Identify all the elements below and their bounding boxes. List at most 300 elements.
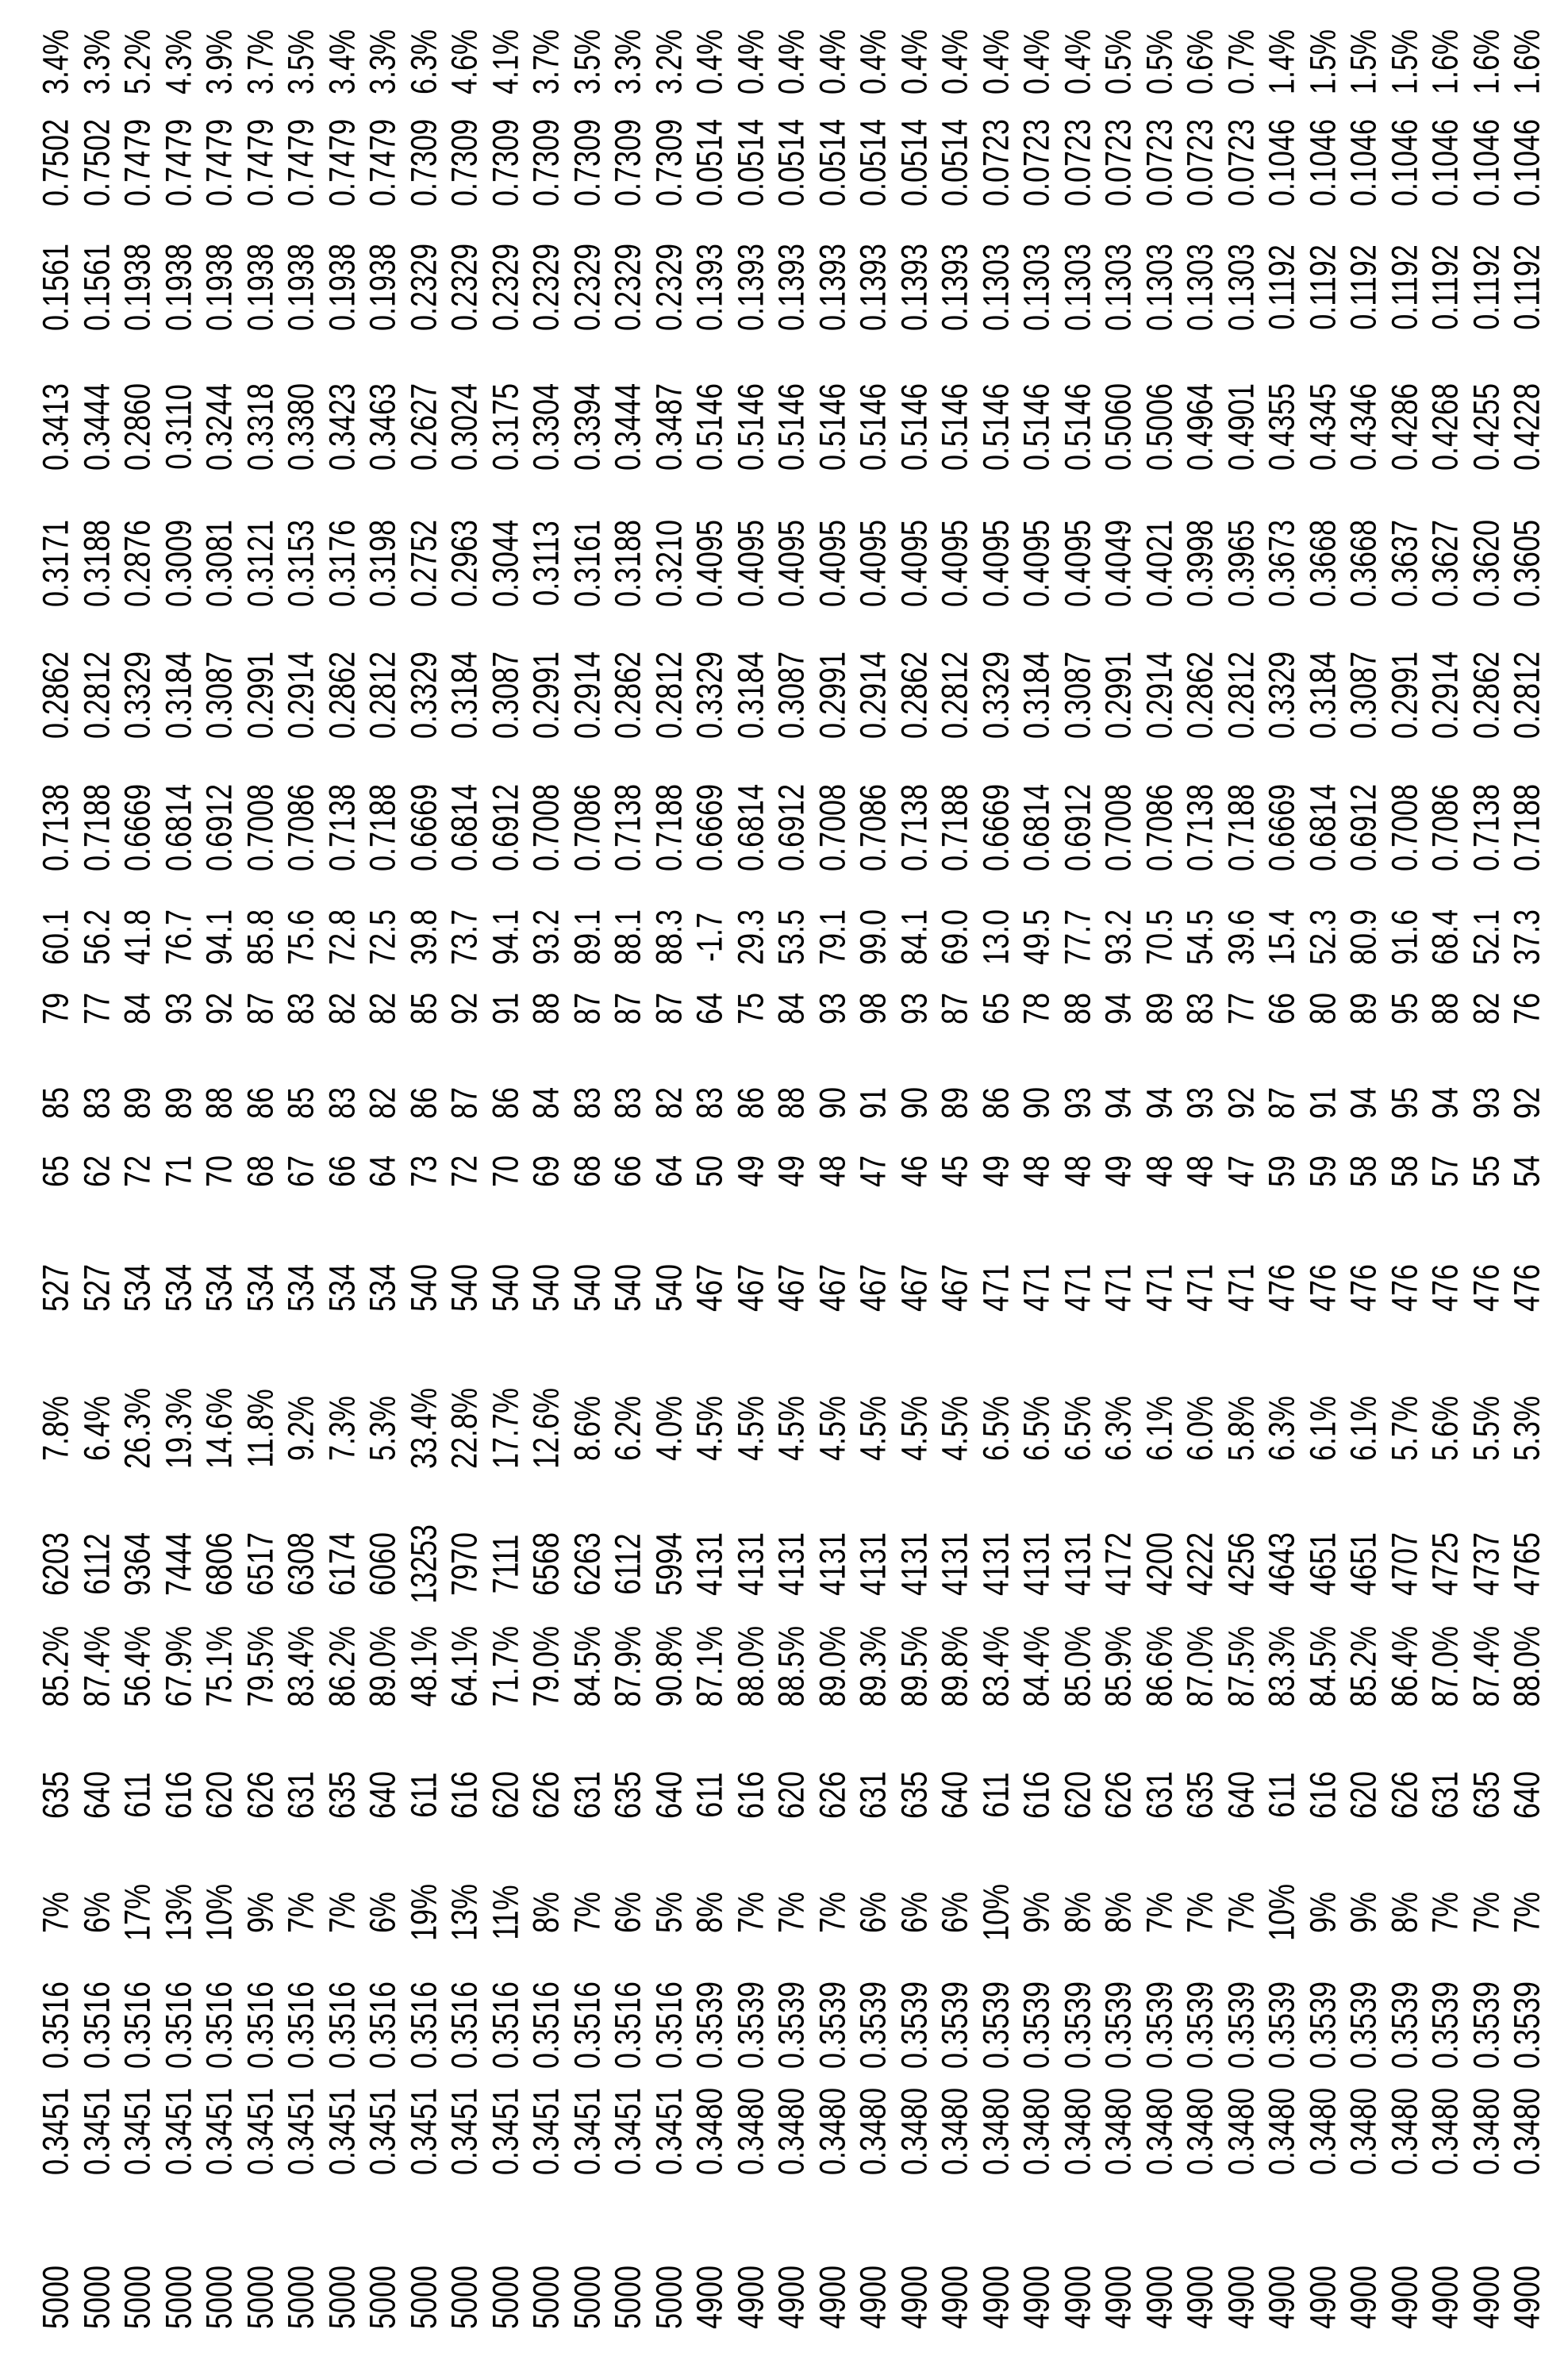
table-cell: 4131	[978, 1532, 1013, 1596]
table-cell: 0.4%	[937, 29, 973, 94]
table-cell: 84	[774, 993, 809, 1024]
table-cell: 4131	[855, 1532, 891, 1596]
table-cell: 0.5146	[896, 383, 932, 471]
table-cell: 0.2329	[569, 244, 605, 331]
table-cell: 0.3516	[569, 1981, 605, 2069]
table-cell: 0.2914	[283, 651, 319, 739]
table-cell: 471	[1141, 1264, 1177, 1312]
table-cell: 0.2812	[79, 651, 114, 739]
table-cell: 67.9%	[160, 1626, 196, 1707]
table-cell: 0.4095	[855, 520, 891, 607]
table-cell: 79	[38, 993, 74, 1024]
table-cell: 0.1192	[1305, 244, 1340, 329]
table-cell: 72	[120, 1155, 156, 1187]
table-cell: 4900	[1223, 2266, 1259, 2329]
table-cell: 0.1393	[774, 244, 809, 331]
table-cell: 0.7008	[1386, 784, 1422, 871]
table-cell: 0.5146	[937, 383, 973, 471]
table-cell: 0.4095	[978, 520, 1013, 607]
table-cell: 68	[569, 1155, 605, 1187]
table-cell: 540	[569, 1264, 605, 1312]
table-cell: 4256	[1223, 1532, 1259, 1596]
table-cell: 0.3539	[1182, 1981, 1218, 2069]
table-cell: 0.1938	[242, 244, 278, 331]
table-cell: 0.4286	[1386, 383, 1422, 471]
table-cell: 0.3176	[324, 520, 359, 607]
table-cell: 0.3184	[1019, 651, 1055, 739]
table-cell: 0.3444	[79, 383, 114, 471]
table-cell: 5.7%	[1386, 1396, 1422, 1461]
table-cell: 0.3480	[1182, 2088, 1218, 2175]
table-cell: 4900	[896, 2266, 932, 2329]
table-cell: 0.3480	[1141, 2088, 1177, 2175]
table-cell: 0.6669	[120, 784, 156, 871]
table-cell: 17.7%	[487, 1388, 523, 1469]
table-cell: 0.6669	[405, 784, 441, 871]
table-cell: 55	[1468, 1155, 1504, 1187]
table-cell: 0.3516	[283, 1981, 319, 2069]
table-cell: 0.3965	[1223, 520, 1259, 607]
table-cell: 0.2860	[120, 383, 156, 471]
table-cell: 0.3539	[1428, 1981, 1463, 2069]
table-cell: 0.3539	[774, 1981, 809, 2069]
table-cell: 0.3121	[242, 520, 278, 607]
table-cell: 13%	[447, 1884, 482, 1941]
table-cell: 88	[1428, 993, 1463, 1024]
table-cell: 471	[978, 1264, 1013, 1312]
table-cell: 631	[855, 1771, 891, 1819]
table-cell: 0.3329	[978, 651, 1013, 739]
table-cell: 0.1303	[1223, 244, 1259, 331]
table-cell: 87	[651, 993, 686, 1024]
table-cell: 0.4095	[1019, 520, 1055, 607]
table-cell: 86	[732, 1087, 768, 1119]
table-cell: 0.2862	[1468, 651, 1504, 739]
table-cell: 49.5	[1019, 909, 1055, 965]
table-cell: 3.3%	[79, 29, 114, 94]
table-cell: 4131	[814, 1532, 850, 1596]
table-cell: 4900	[1305, 2266, 1340, 2329]
table-cell: 0.5006	[1141, 383, 1177, 471]
table-cell: 64	[651, 1155, 686, 1187]
table-cell: 48	[1059, 1155, 1095, 1187]
table-cell: 5000	[610, 2266, 646, 2329]
table-cell: 0.6814	[160, 784, 196, 871]
table-cell: 0.2991	[242, 651, 278, 739]
table-cell: 0.3539	[978, 1981, 1013, 2069]
table-cell: 0.3087	[1346, 651, 1382, 739]
table-cell: 94	[1101, 1087, 1136, 1119]
table-cell: 90	[896, 1087, 932, 1119]
table-cell: 635	[1182, 1771, 1218, 1819]
table-cell: 0.1192	[1346, 244, 1382, 329]
table-cell: 83	[79, 1087, 114, 1119]
table-cell: 59	[1264, 1155, 1300, 1187]
table-cell: 4900	[1101, 2266, 1136, 2329]
table-cell: 0.7479	[324, 119, 359, 206]
table-cell: 5000	[38, 2266, 74, 2329]
table-cell: 84.5%	[1305, 1626, 1340, 1707]
table-cell: 0.6669	[692, 784, 728, 871]
table-cell: 0.3451	[447, 2088, 482, 2175]
table-cell: 6.1%	[1346, 1396, 1382, 1461]
table-cell: 26.3%	[120, 1388, 156, 1469]
table-cell: 66	[610, 1155, 646, 1187]
table-cell: 7444	[160, 1532, 196, 1596]
table-cell: 1.6%	[1468, 29, 1504, 94]
table-cell: 0.1393	[896, 244, 932, 331]
table-cell: 3.2%	[651, 29, 686, 94]
table-cell: 0.3480	[774, 2088, 809, 2175]
table-cell: 0.4095	[814, 520, 850, 607]
table-cell: 5000	[283, 2266, 319, 2329]
table-cell: 7%	[38, 1892, 74, 1933]
table-cell: 3.5%	[283, 29, 319, 94]
table-cell: 84.5%	[569, 1626, 605, 1707]
table-cell: 6%	[79, 1892, 114, 1933]
table-cell: 4131	[896, 1532, 932, 1596]
table-cell: 72.8	[324, 909, 359, 965]
table-cell: 0.1046	[1346, 119, 1382, 206]
table-cell: 534	[242, 1264, 278, 1312]
table-cell: 84	[528, 1087, 564, 1119]
table-cell: 0.3539	[1019, 1981, 1055, 2069]
table-cell: 14.6%	[202, 1388, 237, 1469]
table-cell: 0.3198	[365, 520, 401, 607]
table-cell: 90	[1019, 1087, 1055, 1119]
table-cell: 635	[610, 1771, 646, 1819]
table-cell: 69.0	[937, 909, 973, 965]
table-cell: 0.7138	[610, 784, 646, 871]
table-cell: 89.0%	[365, 1626, 401, 1707]
table-cell: 0.7188	[1509, 784, 1545, 871]
table-cell: 5.6%	[1428, 1396, 1463, 1461]
table-cell: 0.3480	[1019, 2088, 1055, 2175]
table-cell: 88.0%	[1509, 1626, 1545, 1707]
table-cell: 88.5%	[774, 1626, 809, 1707]
table-cell: 1.4%	[1264, 29, 1300, 94]
table-cell: 89.5%	[896, 1626, 932, 1707]
table-cell: 4131	[937, 1532, 973, 1596]
table-cell: 0.1393	[692, 244, 728, 331]
table-cell: 0.3480	[1305, 2088, 1340, 2175]
table-cell: 85.2%	[1346, 1626, 1382, 1707]
table-cell: 64	[365, 1155, 401, 1187]
table-cell: 527	[38, 1264, 74, 1312]
table-cell: 0.3480	[1059, 2088, 1095, 2175]
table-cell: 471	[1059, 1264, 1095, 1312]
table-cell: 0.1938	[160, 244, 196, 331]
table-cell: 83.4%	[283, 1626, 319, 1707]
table-cell: 640	[365, 1771, 401, 1819]
table-cell: 56.2	[79, 909, 114, 965]
table-cell: 5000	[120, 2266, 156, 2329]
table-cell: 0.3620	[1468, 520, 1504, 607]
table-cell: 0.3451	[528, 2088, 564, 2175]
table-cell: 48	[1141, 1155, 1177, 1187]
table-cell: 0.1192	[1386, 244, 1422, 329]
table-cell: 631	[1428, 1771, 1463, 1819]
table-cell: 5000	[651, 2266, 686, 2329]
table-cell: 0.2914	[855, 651, 891, 739]
table-cell: 4737	[1468, 1532, 1504, 1596]
table-cell: 7%	[774, 1892, 809, 1933]
table-cell: 0.2862	[896, 651, 932, 739]
table-cell: 631	[1141, 1771, 1177, 1819]
table-cell: 6%	[896, 1892, 932, 1933]
table-cell: 5%	[651, 1892, 686, 1933]
table-cell: 5000	[242, 2266, 278, 2329]
table-cell: 93.2	[528, 909, 564, 965]
table-cell: 476	[1468, 1264, 1504, 1312]
table-cell: 0.4021	[1141, 520, 1177, 607]
table-cell: 59	[1305, 1155, 1340, 1187]
table-cell: 0.4095	[774, 520, 809, 607]
table-cell: 0.7309	[487, 119, 523, 206]
table-cell: 47	[855, 1155, 891, 1187]
table-cell: 82	[651, 1087, 686, 1119]
table-cell: 5000	[447, 2266, 482, 2329]
table-cell: 88	[1059, 993, 1095, 1024]
table-cell: 85	[283, 1087, 319, 1119]
table-cell: 0.3480	[1264, 2088, 1300, 2175]
table-cell: 9364	[120, 1532, 156, 1596]
table-cell: 0.1192	[1509, 244, 1545, 329]
table-cell: 7%	[1223, 1892, 1259, 1933]
table-cell: 0.6814	[447, 784, 482, 871]
table-cell: 87	[569, 993, 605, 1024]
table-cell: 0.7479	[365, 119, 401, 206]
table-cell: 640	[1223, 1771, 1259, 1819]
table-cell: 0.4268	[1428, 383, 1463, 471]
table-cell: 0.4255	[1468, 383, 1504, 471]
table-cell: 6308	[283, 1532, 319, 1596]
table-cell: 7.8%	[38, 1396, 74, 1461]
table-cell: 79.0%	[528, 1626, 564, 1707]
table-cell: 17%	[120, 1884, 156, 1941]
table-cell: 0.7309	[569, 119, 605, 206]
table-cell: 471	[1019, 1264, 1055, 1312]
table-cell: 0.7008	[528, 784, 564, 871]
table-cell: 0.1303	[1182, 244, 1218, 331]
table-cell: 0.7086	[1141, 784, 1177, 871]
table-cell: 7%	[732, 1892, 768, 1933]
table-cell: 88	[774, 1087, 809, 1119]
table-cell: 6%	[855, 1892, 891, 1933]
table-cell: 57	[1428, 1155, 1463, 1187]
table-cell: 0.4%	[814, 29, 850, 94]
table-cell: 83	[692, 1087, 728, 1119]
table-cell: 4900	[1428, 2266, 1463, 2329]
table-cell: 91	[487, 993, 523, 1024]
table-cell: 83	[324, 1087, 359, 1119]
table-cell: 70	[487, 1155, 523, 1187]
table-cell: 0.3329	[405, 651, 441, 739]
table-cell: 0.7008	[1101, 784, 1136, 871]
table-cell: 7970	[447, 1532, 482, 1596]
table-cell: 94	[1141, 1087, 1177, 1119]
table-cell: 0.5146	[774, 383, 809, 471]
table-cell: 72.5	[365, 909, 401, 965]
table-cell: 9.2%	[283, 1396, 319, 1461]
table-cell: 6112	[79, 1533, 114, 1594]
table-cell: 0.4095	[937, 520, 973, 607]
table-cell: 69	[528, 1155, 564, 1187]
table-cell: 84.1	[896, 909, 932, 965]
table-cell: 0.3087	[487, 651, 523, 739]
table-cell: 71.7%	[487, 1626, 523, 1707]
table-cell: 0.3487	[651, 383, 686, 471]
table-cell: 620	[1346, 1771, 1382, 1819]
table-cell: 0.3516	[651, 1981, 686, 2069]
table-cell: 640	[651, 1771, 686, 1819]
table-cell: 78	[1019, 993, 1055, 1024]
table-cell: 6%	[365, 1892, 401, 1933]
table-cell: 10%	[978, 1884, 1013, 1941]
table-cell: 0.3539	[1059, 1981, 1095, 2069]
table-cell: 0.5146	[1019, 383, 1055, 471]
table-cell: 0.2862	[1182, 651, 1218, 739]
table-cell: 0.2914	[569, 651, 605, 739]
table-cell: 0.2862	[38, 651, 74, 739]
table-cell: 620	[1059, 1771, 1095, 1819]
table-cell: 77.7	[1059, 909, 1095, 965]
table-cell: 0.1046	[1264, 119, 1300, 206]
table-cell: 84	[120, 993, 156, 1024]
table-cell: 66	[1264, 993, 1300, 1024]
table-cell: 4.3%	[160, 29, 196, 94]
table-cell: 15.4	[1264, 909, 1300, 965]
table-cell: 5000	[324, 2266, 359, 2329]
table-cell: 0.3451	[365, 2088, 401, 2175]
table-cell: 0.5146	[978, 383, 1013, 471]
table-cell: 0.3184	[447, 651, 482, 739]
table-cell: 534	[202, 1264, 237, 1312]
table-cell: 0.3444	[610, 383, 646, 471]
table-cell: 0.5060	[1101, 383, 1136, 471]
table-cell: 11.8%	[242, 1389, 278, 1467]
table-cell: 611	[1264, 1772, 1300, 1817]
table-cell: 6.5%	[1059, 1396, 1095, 1461]
table-cell: 6203	[38, 1532, 74, 1596]
rotated-data-table	[0, 0, 1568, 2360]
table-cell: 0.3329	[1264, 651, 1300, 739]
table-cell: 33.4%	[405, 1388, 441, 1469]
table-cell: 0.1046	[1386, 119, 1422, 206]
table-cell: 6263	[569, 1532, 605, 1596]
table-cell: 0.7086	[855, 784, 891, 871]
table-cell: 19.3%	[160, 1388, 196, 1469]
table-cell: 49	[978, 1155, 1013, 1187]
table-cell: 0.3516	[38, 1981, 74, 2069]
table-cell: 4900	[978, 2266, 1013, 2329]
table-cell: 6568	[528, 1532, 564, 1596]
table-cell: 0.3329	[120, 651, 156, 739]
table-cell: 91	[855, 1087, 891, 1119]
table-cell: 6.1%	[1141, 1396, 1177, 1461]
table-cell: 64.1%	[447, 1626, 482, 1707]
table-cell: 4900	[1182, 2266, 1218, 2329]
table-cell: 0.5146	[732, 383, 768, 471]
table-cell: 10%	[202, 1884, 237, 1941]
table-cell: 1.5%	[1386, 29, 1422, 94]
table-cell: 626	[242, 1771, 278, 1819]
table-cell: 8.6%	[569, 1396, 605, 1461]
table-cell: 0.7008	[814, 784, 850, 871]
table-cell: 0.3539	[1386, 1981, 1422, 2069]
table-cell: 5.8%	[1223, 1396, 1259, 1461]
table-cell: 0.4%	[896, 29, 932, 94]
table-cell: 0.3413	[38, 383, 74, 471]
table-cell: 611	[978, 1772, 1013, 1817]
table-cell: 76	[1509, 993, 1545, 1024]
table-cell: 534	[120, 1264, 156, 1312]
table-cell: 88.3	[651, 909, 686, 965]
table-cell: 0.1561	[79, 244, 114, 331]
table-cell: 4.0%	[651, 1396, 686, 1461]
table-cell: 0.3539	[1101, 1981, 1136, 2069]
table-cell: 0.6912	[774, 784, 809, 871]
table-cell: 75.1%	[202, 1626, 237, 1707]
table-cell: 4.5%	[855, 1396, 891, 1461]
table-cell: 0.1393	[937, 244, 973, 331]
table-cell: 82	[365, 1087, 401, 1119]
table-cell: 83	[610, 1087, 646, 1119]
table-cell: 85.0%	[1059, 1626, 1095, 1707]
table-cell: 0.1192	[1468, 244, 1504, 329]
table-cell: 0.2627	[405, 383, 441, 471]
table-cell: 0.2862	[324, 651, 359, 739]
table-cell: 39.6	[1223, 909, 1259, 965]
table-cell: 0.3380	[283, 383, 319, 471]
table-cell: 79.5%	[242, 1626, 278, 1707]
table-cell: 0.3451	[405, 2088, 441, 2175]
table-cell: 3.7%	[242, 29, 278, 94]
table-cell: 83	[569, 1087, 605, 1119]
table-cell: 91	[1305, 1087, 1340, 1119]
table-cell: 86	[487, 1087, 523, 1119]
table-cell: 0.6912	[487, 784, 523, 871]
table-cell: 88.0%	[732, 1626, 768, 1707]
table-cell: 7%	[324, 1892, 359, 1933]
table-cell: 60.1	[38, 909, 74, 965]
table-cell: 0.7479	[160, 119, 196, 206]
table-cell: 476	[1509, 1264, 1545, 1312]
table-cell: 0.4049	[1101, 520, 1136, 607]
table-cell: 92	[447, 993, 482, 1024]
table-cell: 0.7309	[405, 119, 441, 206]
table-cell: 0.1303	[1019, 244, 1055, 331]
table-cell: 467	[692, 1264, 728, 1312]
table-cell: 5000	[79, 2266, 114, 2329]
table-cell: 77	[79, 993, 114, 1024]
table-cell: 5000	[365, 2266, 401, 2329]
table-cell: 4900	[1019, 2266, 1055, 2329]
table-cell: 0.3539	[732, 1981, 768, 2069]
table-cell: 6%	[610, 1892, 646, 1933]
table-cell: 0.3480	[1346, 2088, 1382, 2175]
table-cell: 540	[487, 1264, 523, 1312]
table-cell: 4900	[1386, 2266, 1422, 2329]
table-cell: 611	[120, 1772, 156, 1817]
table-cell: 77	[1223, 993, 1259, 1024]
table-cell: 0.4%	[692, 29, 728, 94]
table-cell: 626	[1101, 1771, 1136, 1819]
table-cell: 0.3175	[487, 383, 523, 471]
table-cell: 94	[1428, 1087, 1463, 1119]
table-cell: 4900	[774, 2266, 809, 2329]
table-cell: 41.8	[120, 909, 156, 965]
